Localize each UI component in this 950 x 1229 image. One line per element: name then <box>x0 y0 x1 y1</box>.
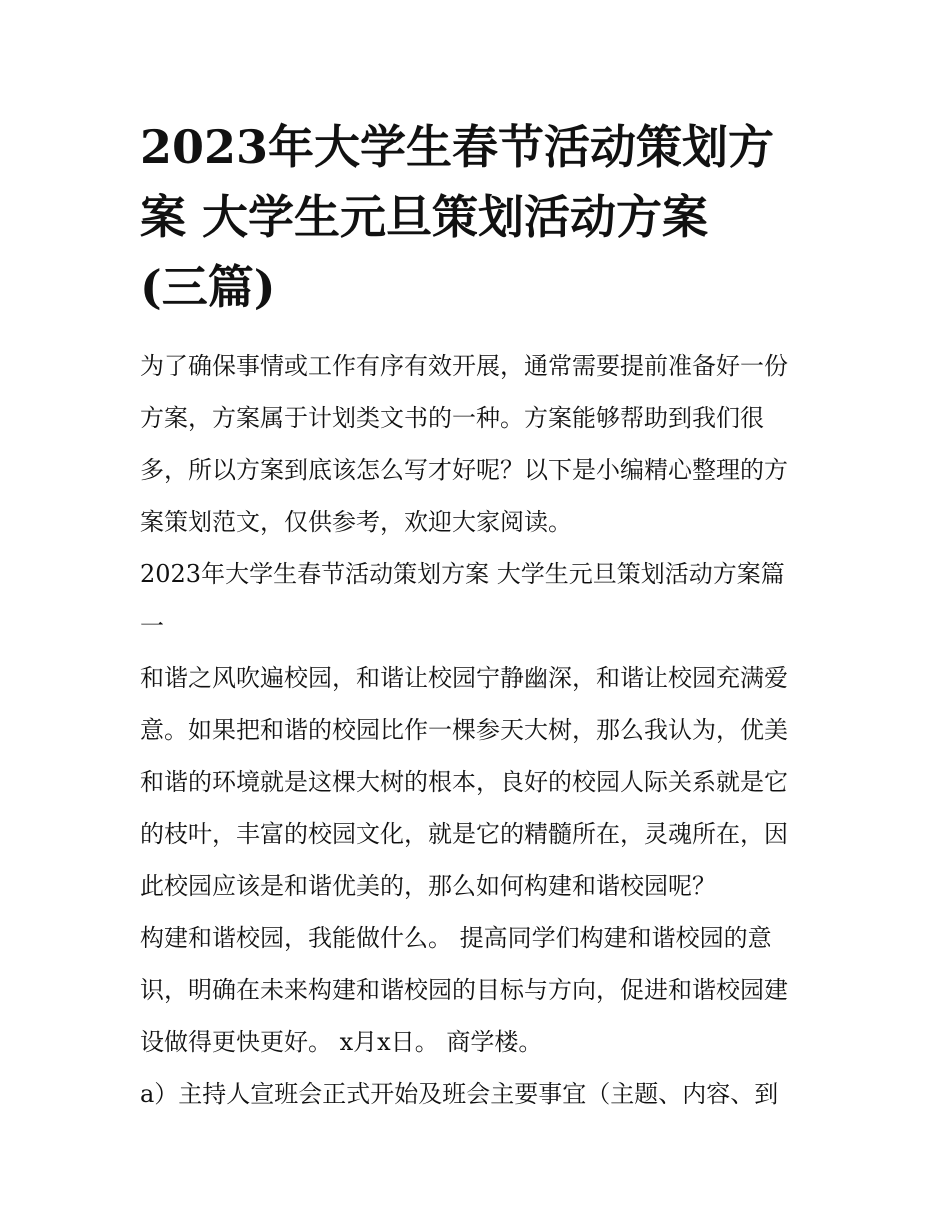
intro-paragraph <box>140 340 812 548</box>
body-paragraph-3 <box>140 1068 812 1120</box>
paragraph-line: 识，明确在未来构建和谐校园的目标与方向，促进和谐校园建 <box>140 976 788 1004</box>
body-paragraph-2 <box>140 912 812 1068</box>
document-page <box>140 112 812 1120</box>
section-heading-line: 一 <box>140 612 164 640</box>
title-line: (三篇) <box>140 260 276 314</box>
title-line: 2023年大学生春节活动策划方 <box>140 120 775 174</box>
paragraph-line: a）主持人宣班会正式开始及班会主要事宜（主题、内容、到 <box>140 1080 779 1108</box>
body-paragraph-1 <box>140 652 812 912</box>
document-title <box>140 112 812 322</box>
title-line: 案 大学生元旦策划活动方案 <box>140 190 709 244</box>
paragraph-line: 设做得更快更好。 x月x日。 商学楼。 <box>140 1028 543 1056</box>
paragraph-line: 构建和谐校园，我能做什么。 提高同学们构建和谐校园的意 <box>140 924 772 952</box>
paragraph-line: 意。如果把和谐的校园比作一棵参天大树，那么我认为，优美 <box>140 716 788 744</box>
paragraph-line: 和谐的环境就是这棵大树的根本，良好的校园人际关系就是它 <box>140 768 788 796</box>
section-heading <box>140 548 812 652</box>
paragraph-line: 的枝叶，丰富的校园文化，就是它的精髓所在，灵魂所在，因 <box>140 820 788 848</box>
intro-line: 案策划范文，仅供参考，欢迎大家阅读。 <box>140 508 572 536</box>
intro-line: 为了确保事情或工作有序有效开展，通常需要提前准备好一份 <box>140 352 788 380</box>
intro-line: 方案，方案属于计划类文书的一种。方案能够帮助到我们很 <box>140 404 764 432</box>
section-heading-line: 2023年大学生春节活动策划方案 大学生元旦策划活动方案篇 <box>140 560 785 588</box>
paragraph-line: 和谐之风吹遍校园，和谐让校园宁静幽深，和谐让校园充满爱 <box>140 664 788 692</box>
paragraph-line: 此校园应该是和谐优美的，那么如何构建和谐校园呢？ <box>140 872 716 900</box>
intro-line: 多，所以方案到底该怎么写才好呢？以下是小编精心整理的方 <box>140 456 788 484</box>
